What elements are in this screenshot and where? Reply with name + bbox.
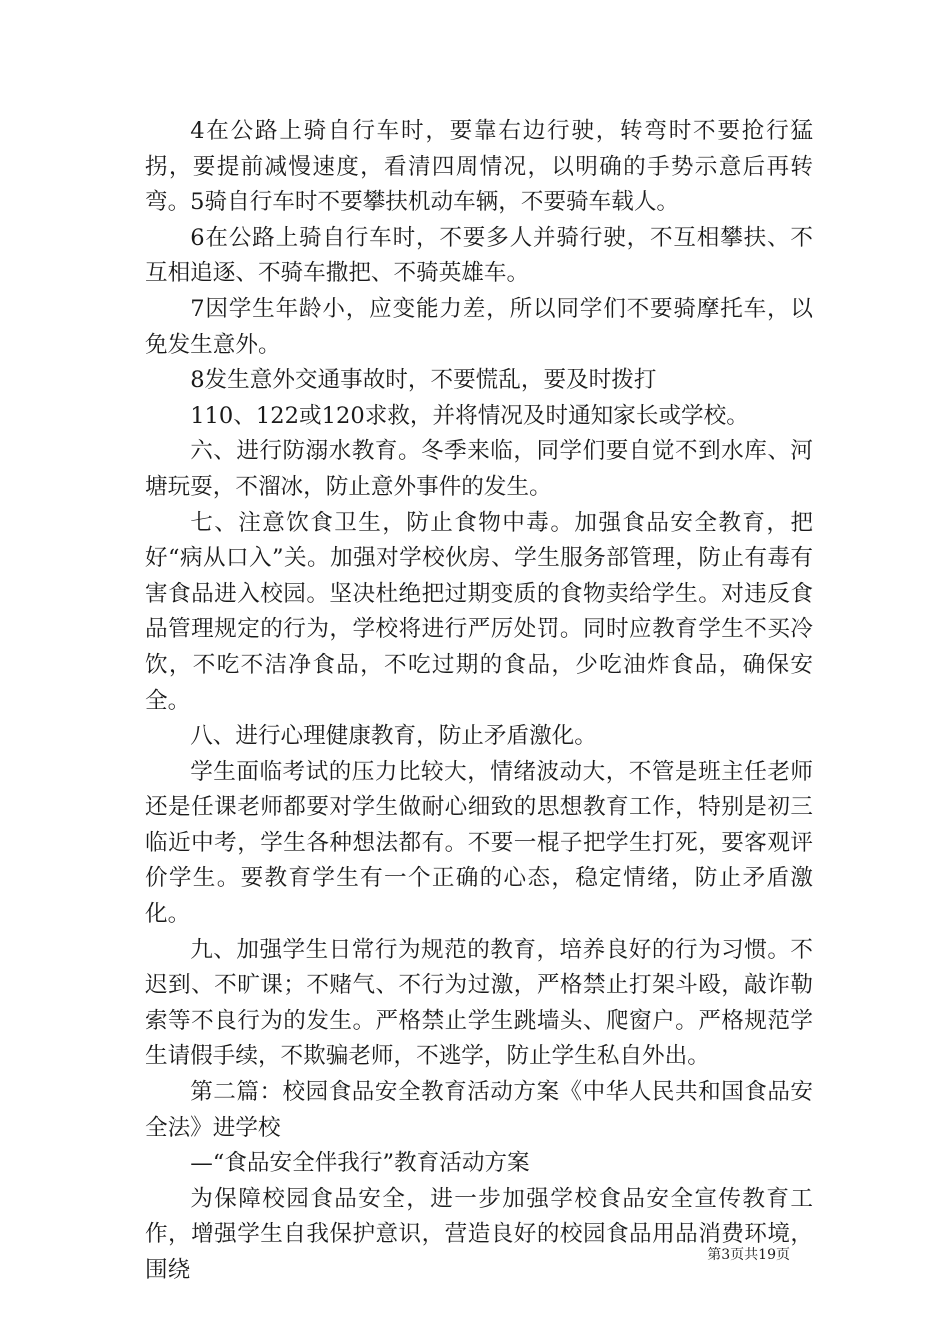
paragraph-emergency-numbers: 110、122或120求救，并将情况及时通知家长或学校。 <box>190 402 749 429</box>
paragraph-activity-subtitle: —“食品安全伴我行”教育活动方案 <box>190 1150 530 1177</box>
document-body <box>145 114 813 1289</box>
paragraph-food-hygiene: 七、注意饮食卫生，防止食物中毒。加强食品安全教育，把好“病从口入”关。加强对学校伙房、学生服务部管理，防止有毒有害食品进入校园。坚决杜绝把过期变质的食物卖给学生。对违反食品管理规定的行为，学校将进行严厉处罚。同时应教育学生不买冷饮，不吃不洁净食品，不吃过期的食品，少吃油炸食品，确保安全。 <box>145 509 813 714</box>
paragraph-bike-rules: 4在公路上骑自行车时，要靠右边行驶，转弯时不要抢行猛拐，要提前减慢速度，看清四周情况，以明确的手势示意后再转弯。5骑自行车时不要攀扶机动车辆，不要骑车载人。 <box>145 118 813 216</box>
paragraph-intro: 为保障校园食品安全，进一步加强学校食品安全宣传教育工作，增强学生自我保护意识，营造良好的校园食品用品消费环境，围绕 <box>145 1185 813 1283</box>
paragraph-second-article-title: 第二篇：校园食品安全教育活动方案《中华人民共和国食品安全法》进学校 <box>145 1079 813 1141</box>
paragraph-no-motorcycle: 7因学生年龄小，应变能力差，所以同学们不要骑摩托车，以免发生意外。 <box>145 295 813 358</box>
paragraph-behavior: 九、加强学生日常行为规范的教育，培养良好的行为习惯。不迟到、不旷课；不赌气、不行为过激，严格禁止打架斗殴，敲诈勒索等不良行为的发生。严格禁止学生跳墙头、爬窗户。严格规范学生请假手续，不欺骗老师，不逃学，防止学生私自外出。 <box>145 936 813 1070</box>
page-number: 第3页共19页 <box>707 1247 790 1263</box>
paragraph-exam-pressure: 学生面临考试的压力比较大，情绪波动大，不管是班主任老师还是任课老师都要对学生做耐心细致的思想教育工作，特别是初三临近中考，学生各种想法都有。不要一棍子把学生打死，要客观评价学生。要教育学生有一个正确的心态，稳定情绪，防止矛盾激化。 <box>145 758 813 928</box>
paragraph-drowning: 六、进行防溺水教育。冬季来临，同学们要自觉不到水库、河塘玩耍，不溜冰，防止意外事件的发生。 <box>145 438 813 500</box>
paragraph-no-side-by-side: 6在公路上骑自行车时，不要多人并骑行驶，不互相攀扶、不互相追逐、不骑车撒把、不骑英雄车。 <box>145 224 813 287</box>
paragraph-accident: 8发生意外交通事故时，不要慌乱，要及时拨打 <box>190 367 657 394</box>
paragraph-mental-health: 八、进行心理健康教育，防止矛盾激化。 <box>190 723 597 750</box>
